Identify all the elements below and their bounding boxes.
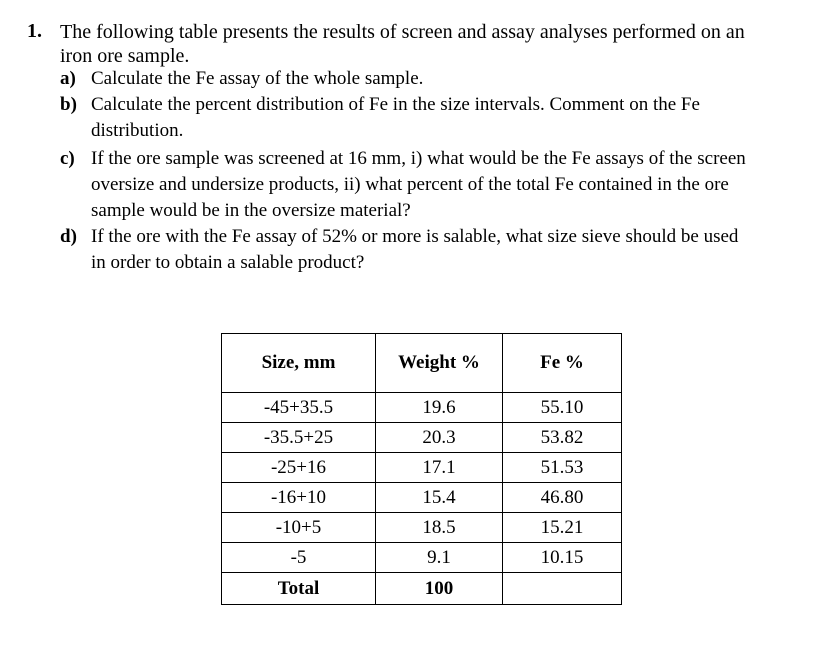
subquestion-line: distribution. bbox=[91, 120, 184, 141]
cell-fe: 51.53 bbox=[503, 453, 622, 483]
cell-fe: 53.82 bbox=[503, 423, 622, 453]
total-fe bbox=[503, 573, 622, 605]
table-row bbox=[222, 423, 622, 453]
subquestion-label: c) bbox=[60, 148, 75, 169]
table-row bbox=[222, 453, 622, 483]
subquestion-line: oversize and undersize products, ii) what percent of the total Fe contained in the ore bbox=[91, 174, 729, 195]
cell-fe: 15.21 bbox=[503, 513, 622, 543]
cell-size: -5 bbox=[222, 543, 376, 573]
subquestion-line: in order to obtain a salable product? bbox=[91, 252, 365, 273]
screen-assay-table bbox=[221, 333, 622, 605]
subquestion-line: Calculate the Fe assay of the whole sample. bbox=[91, 68, 424, 89]
cell-weight: 20.3 bbox=[376, 423, 503, 453]
cell-size: -16+10 bbox=[222, 483, 376, 513]
subquestion-line: If the ore with the Fe assay of 52% or more is salable, what size sieve should be used bbox=[91, 226, 739, 247]
subquestion-label: d) bbox=[60, 226, 77, 247]
table-row bbox=[222, 483, 622, 513]
subquestion-text bbox=[91, 92, 831, 144]
cell-weight: 15.4 bbox=[376, 483, 503, 513]
subquestion-line: sample would be in the oversize material? bbox=[91, 200, 411, 221]
cell-size: -25+16 bbox=[222, 453, 376, 483]
question-number: 1. bbox=[27, 20, 42, 42]
header-weight: Weight % bbox=[376, 334, 503, 393]
cell-fe: 46.80 bbox=[503, 483, 622, 513]
cell-fe: 10.15 bbox=[503, 543, 622, 573]
total-label: Total bbox=[222, 573, 376, 605]
subquestion-text bbox=[91, 224, 831, 276]
cell-size: -10+5 bbox=[222, 513, 376, 543]
question-intro-line: The following table presents the results of screen and assay analyses performed on an bbox=[60, 21, 745, 43]
subquestion-label: a) bbox=[60, 68, 76, 89]
header-size: Size, mm bbox=[222, 334, 376, 393]
table-row bbox=[222, 393, 622, 423]
cell-weight: 17.1 bbox=[376, 453, 503, 483]
table-row bbox=[222, 543, 622, 573]
cell-weight: 9.1 bbox=[376, 543, 503, 573]
subquestion-text bbox=[91, 66, 831, 92]
table-row bbox=[222, 513, 622, 543]
cell-size: -45+35.5 bbox=[222, 393, 376, 423]
cell-weight: 18.5 bbox=[376, 513, 503, 543]
subquestion-label: b) bbox=[60, 94, 77, 115]
total-weight: 100 bbox=[376, 573, 503, 605]
header-fe: Fe % bbox=[503, 334, 622, 393]
question-intro-line: iron ore sample. bbox=[60, 45, 190, 67]
subquestion-line: If the ore sample was screened at 16 mm, i) what would be the Fe assays of the screen bbox=[91, 148, 746, 169]
cell-size: -35.5+25 bbox=[222, 423, 376, 453]
cell-fe: 55.10 bbox=[503, 393, 622, 423]
cell-weight: 19.6 bbox=[376, 393, 503, 423]
question-intro bbox=[60, 20, 800, 68]
table-total-row bbox=[222, 573, 622, 605]
subquestion-line: Calculate the percent distribution of Fe in the size intervals. Comment on the Fe bbox=[91, 94, 700, 115]
subquestion-text bbox=[91, 146, 831, 224]
table-header-row bbox=[222, 334, 622, 393]
